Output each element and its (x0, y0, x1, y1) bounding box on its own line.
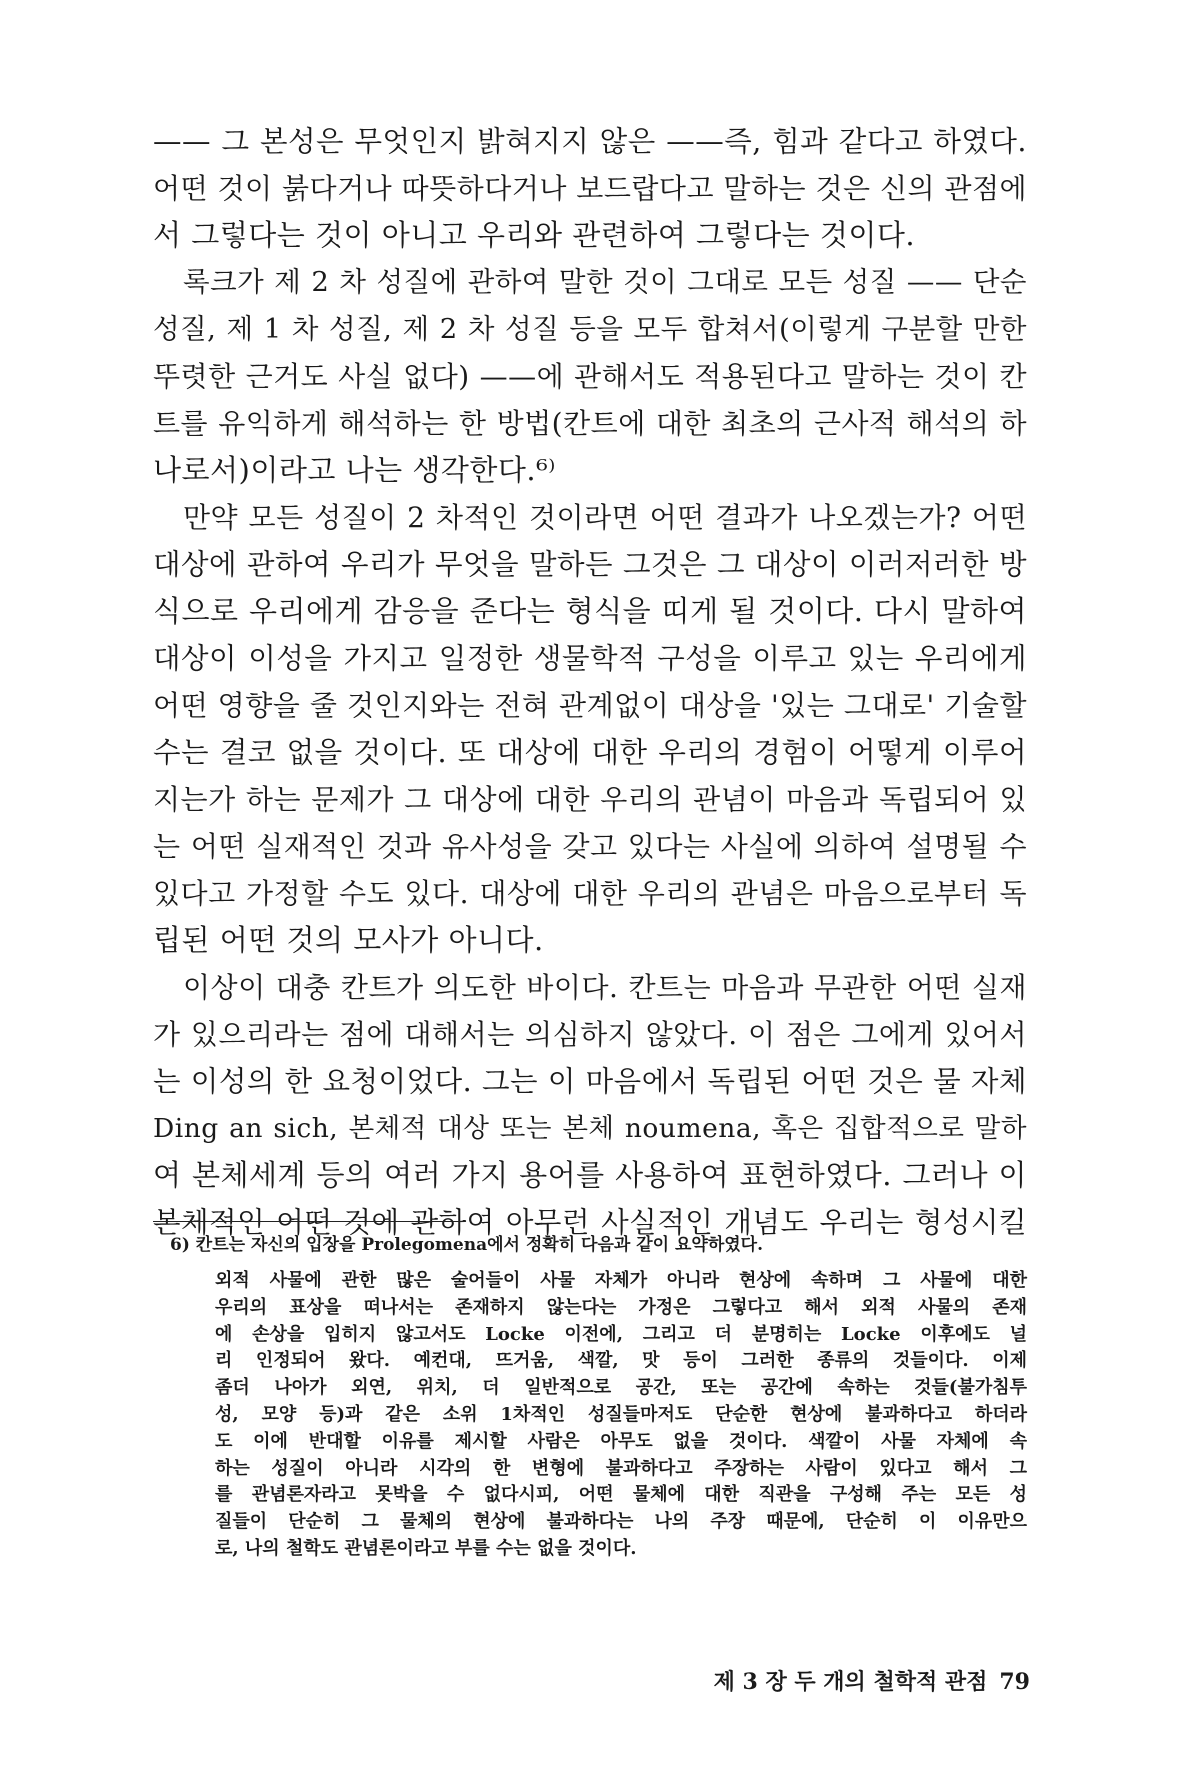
body-line: 가 있으리라는 점에 대해서는 의심하지 않았다. 이 점은 그에게 있어서 (153, 1018, 1027, 1051)
body-line: 식으로 우리에게 감응을 준다는 형식을 띠게 될 것이다. 다시 말하여 (153, 594, 1027, 628)
body-line: Ding an sich, 본체적 대상 또는 본체 noumena, 혹은 집합적으로 말하 (153, 1113, 1027, 1144)
body-line: 만약 모든 성질이 2 차적인 것이라면 어떤 결과가 나오겠는가? 어떤 (183, 501, 1027, 534)
running-footer (590, 1665, 1030, 1696)
body-line: 어떤 영향을 줄 것인지와는 전혀 관계없이 대상을 '있는 그대로' 기술할 (153, 689, 1027, 722)
body-line: 대상이 이성을 가지고 일정한 생물학적 구성을 이루고 있는 우리에게 (153, 642, 1027, 675)
body-line: 는 이성의 한 요청이었다. 그는 이 마음에서 독립된 어떤 것은 물 자체 (153, 1065, 1027, 1098)
footnote-line: 로, 나의 철학도 관념론이라고 부를 수는 없을 것이다. (215, 1537, 637, 1559)
body-line: —— 그 본성은 무엇인지 밝혀지지 않은 ——즉, 힘과 같다고 하였다. (153, 125, 1027, 158)
footnote-line: 에 손상을 입히지 않고서도 Locke 이전에, 그리고 더 분명히는 Locke 이후에도 널 (215, 1323, 1027, 1345)
footnote-line: 좀더 나아가 외연, 위치, 더 일반적으로 공간, 또는 공간에 속하는 것들(불가침투 (215, 1377, 1027, 1399)
footnote-line: 리 인정되어 왔다. 예컨대, 뜨거움, 색깔, 맛 등이 그러한 종류의 것들이다. 이제 (215, 1350, 1027, 1372)
body-line: 지는가 하는 문제가 그 대상에 대한 우리의 관념이 마음과 독립되어 있 (153, 783, 1027, 816)
footnote-line: 질들이 단순히 그 물체의 현상에 불과하다는 나의 주장 때문에, 단순히 이 이유만으 (215, 1511, 1027, 1533)
footnote-line: 성, 모양 등)과 같은 소위 1차적인 성질들마저도 단순한 현상에 불과하다고 하더라 (215, 1403, 1027, 1425)
footnote-line: 를 관념론자라고 못박을 수 없다시피, 어떤 물체에 대한 직관을 구성해 주는 모든 성 (215, 1484, 1027, 1506)
chapter-title: 제 3 장 두 개의 철학적 관점 (713, 1669, 988, 1695)
body-line: 대상에 관하여 우리가 무엇을 말하든 그것은 그 대상이 이러저러한 방 (153, 548, 1027, 581)
body-line: 트를 유익하게 해석하는 한 방법(칸트에 대한 최초의 근사적 해석의 하 (153, 407, 1027, 440)
body-line: 수는 결코 없을 것이다. 또 대상에 대한 우리의 경험이 어떻게 이루어 (153, 736, 1027, 769)
page-number: 79 (999, 1669, 1030, 1695)
footnote-quote (215, 1268, 1027, 1563)
body-text (153, 118, 1027, 1246)
body-line: 서 그렇다는 것이 아니고 우리와 관련하여 그렇다는 것이다. (153, 218, 916, 252)
body-line: 이상이 대충 칸트가 의도한 바이다. 칸트는 마음과 무관한 어떤 실재 (183, 971, 1027, 1004)
body-line: 립된 어떤 것의 모사가 아니다. (153, 923, 544, 957)
body-line: 나로서)이라고 나는 생각한다.⁶⁾ (153, 453, 556, 487)
footnote-line: 도 이에 반대할 이유를 제시할 사람은 아무도 없을 것이다. 색깔이 사물 자체에 속 (215, 1430, 1027, 1452)
body-line: 여 본체세계 등의 여러 가지 용어를 사용하여 표현하였다. 그러나 이 (153, 1158, 1027, 1192)
body-line: 뚜렷한 근거도 사실 없다) ——에 관해서도 적용된다고 말하는 것이 칸 (153, 360, 1027, 393)
footnote-divider (153, 1221, 465, 1222)
footnote-line: 하는 성질이 아니라 시각의 한 변형에 불과하다고 주장하는 사람이 있다고 해서 그 (215, 1457, 1027, 1479)
body-line: 본체적인 어떤 것에 관하여 아무런 사실적인 개념도 우리는 형성시킬 (153, 1206, 1027, 1239)
body-line: 있다고 가정할 수도 있다. 대상에 대한 우리의 관념은 마음으로부터 독 (153, 877, 1027, 910)
body-line: 록크가 제 2 차 성질에 관하여 말한 것이 그대로 모든 성질 —— 단순 (183, 266, 1027, 298)
body-line: 어떤 것이 붉다거나 따뜻하다거나 보드랍다고 말하는 것은 신의 관점에 (153, 172, 1028, 205)
footnote-line: 외적 사물에 관한 많은 술어들이 사물 자체가 아니라 현상에 속하며 그 사물에 대한 (215, 1270, 1027, 1291)
footnote-heading: 6) 칸트는 자신의 입장을 Prolegomena에서 정확히 다음과 같이 요약하였다. (170, 1235, 764, 1255)
body-line: 는 어떤 실재적인 것과 유사성을 갖고 있다는 사실에 의하여 설명될 수 (153, 830, 1027, 863)
body-line: 성질, 제 1 차 성질, 제 2 차 성질 등을 모두 합쳐서(이렇게 구분할 만한 (153, 313, 1027, 345)
footnote-line: 우리의 표상을 떠나서는 존재하지 않는다는 가정은 그렇다고 해서 외적 사물의 존재 (215, 1296, 1027, 1318)
